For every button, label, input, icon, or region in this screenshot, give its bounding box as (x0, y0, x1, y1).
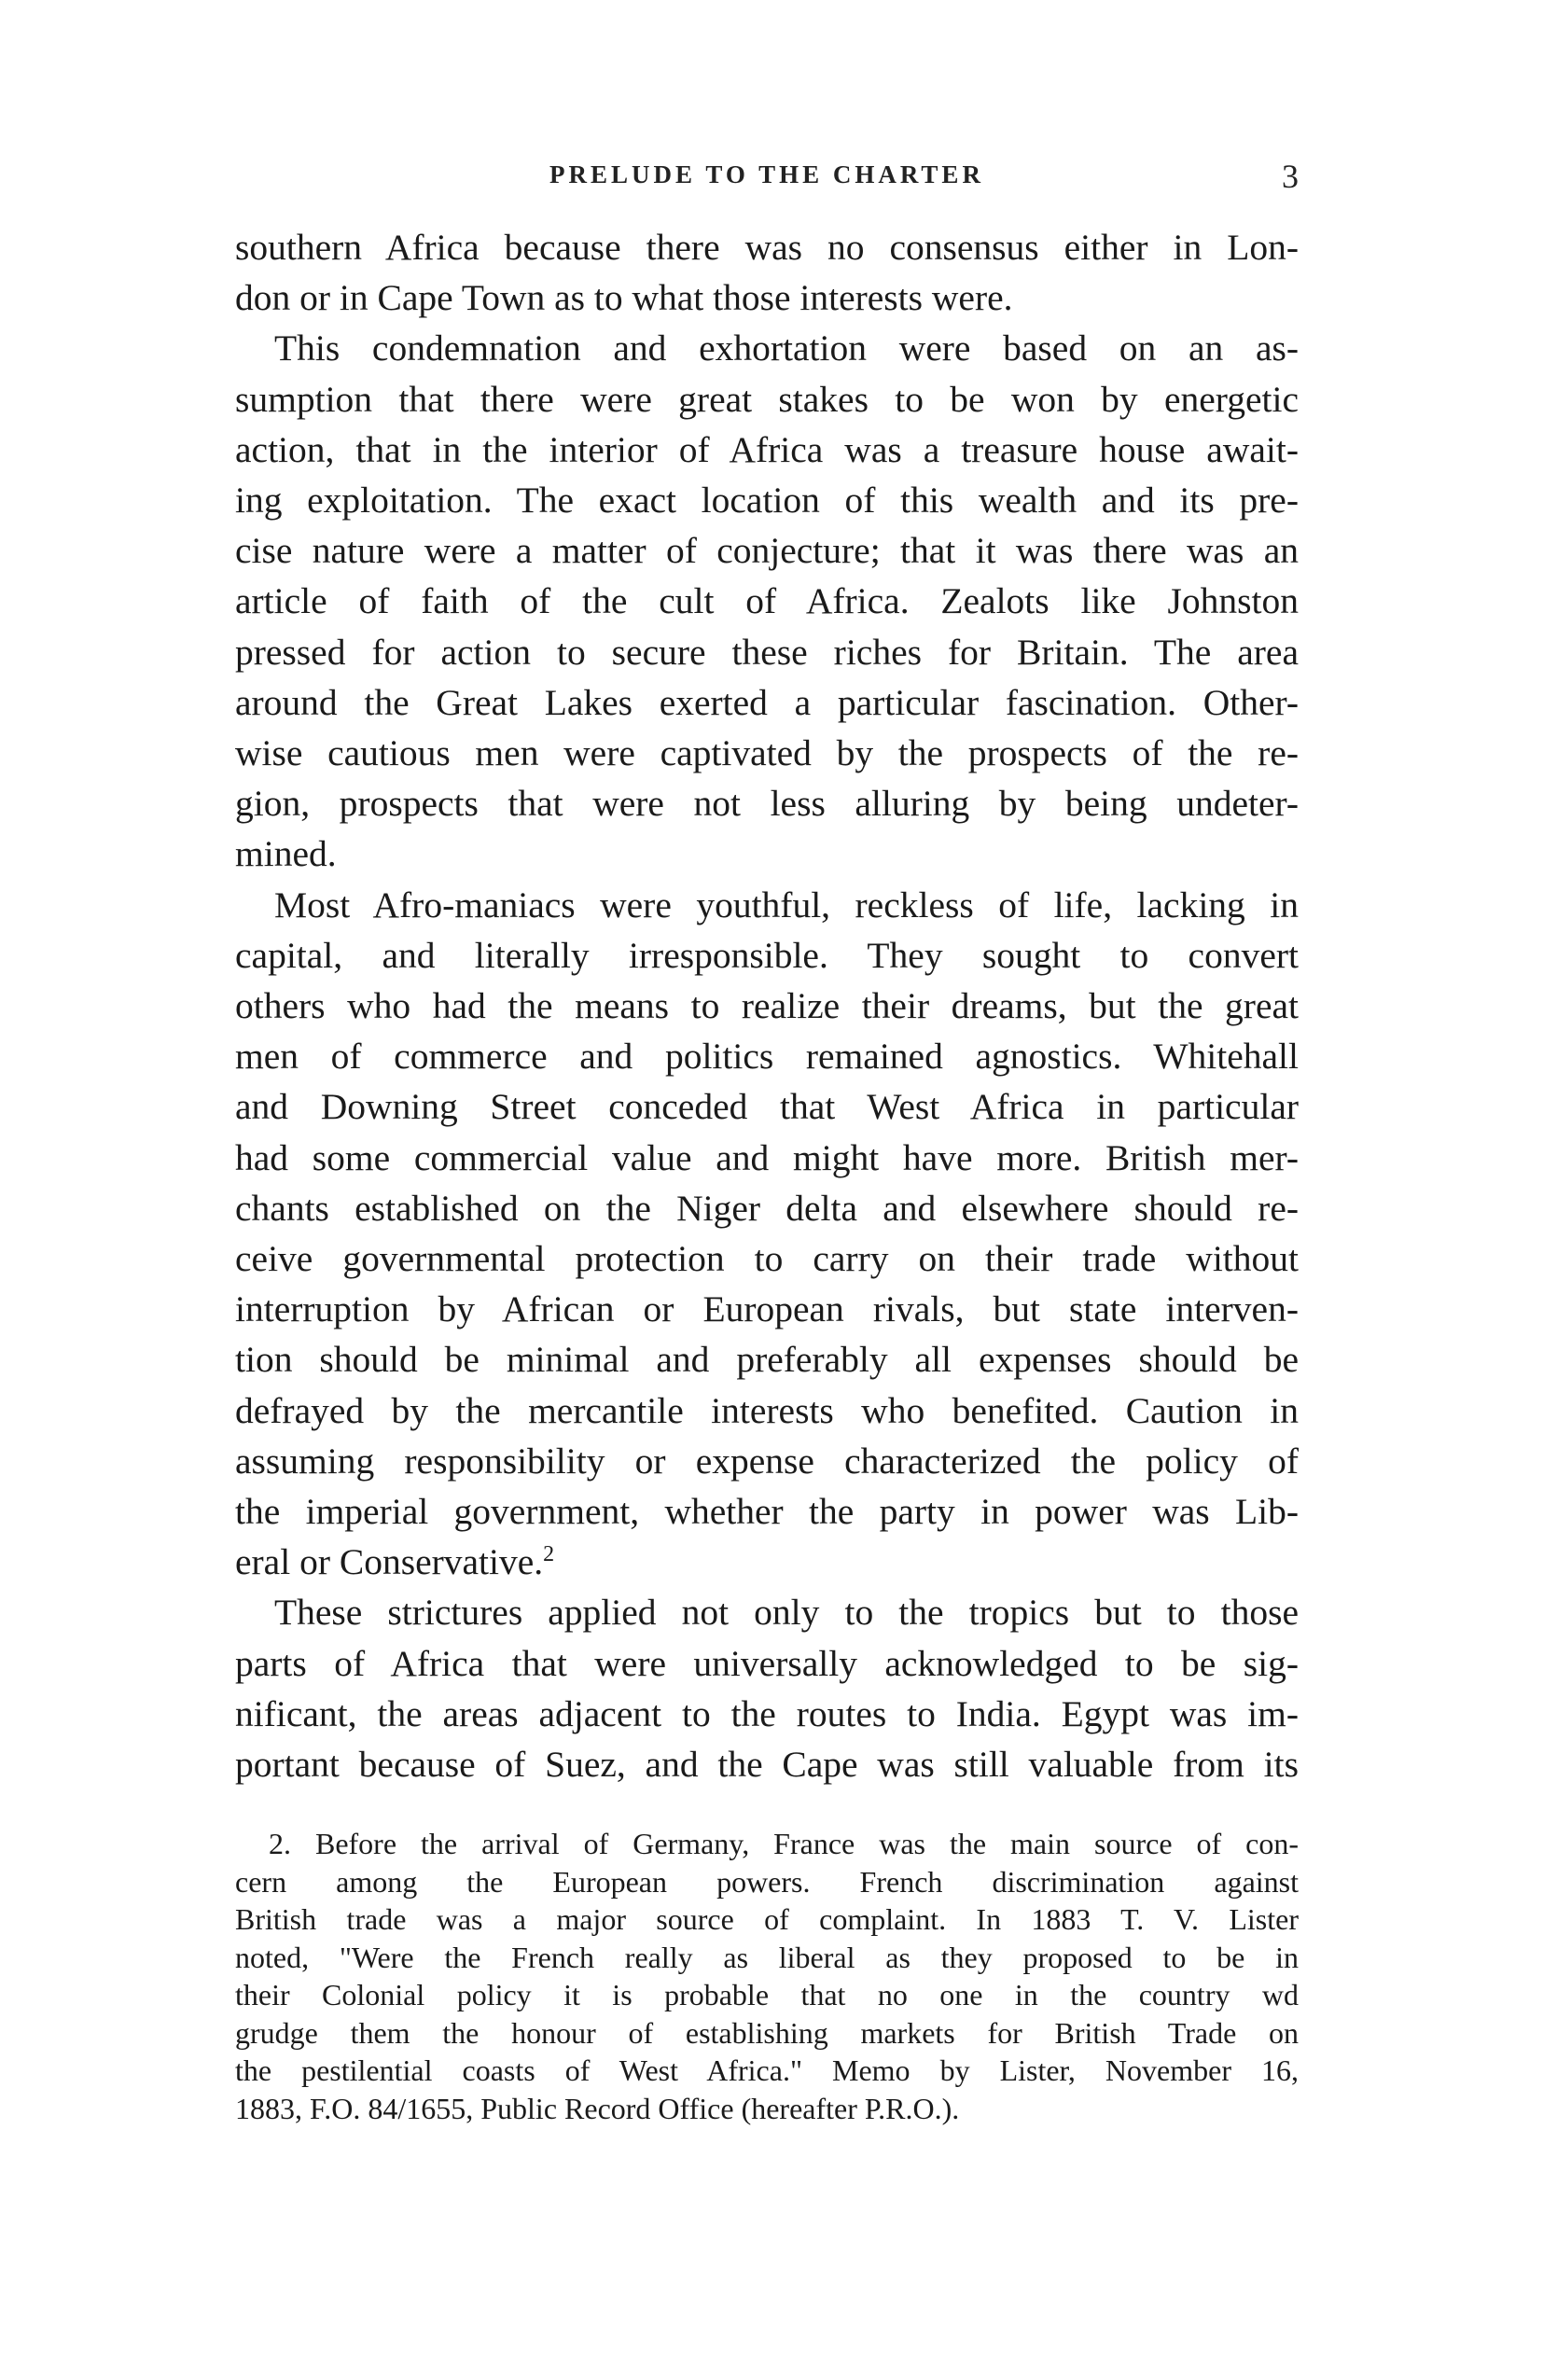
footnote-line: 1883, F.O. 84/1655, Public Record Office (hereafter P.R.O.). (235, 2091, 960, 2125)
footnote-2 (235, 1825, 1299, 2127)
running-head (235, 160, 1299, 198)
footnotes (235, 1825, 1299, 2127)
footnote-reference[interactable]: 2 (543, 1542, 555, 1567)
text-line: pressed for action to secure these riches for Britain. The area (235, 631, 1299, 673)
text-line: cise nature were a matter of conjecture; that it was there was an (235, 530, 1299, 572)
page-number: 3 (1282, 158, 1299, 195)
footnote-line: their Colonial policy it is probable that no one in the country wd (235, 1978, 1299, 2011)
footnote-line: British trade was a major source of complaint. In 1883 T. V. Lister (235, 1902, 1299, 1936)
text-line: chants established on the Niger delta and elsewhere should re- (235, 1187, 1299, 1229)
text-line: defrayed by the mercantile interests who benefited. Caution in (235, 1389, 1299, 1431)
text-line: around the Great Lakes exerted a particular fascination. Other- (235, 681, 1299, 723)
footnote-line: the pestilential coasts of West Africa." Memo by Lister, November 16, (235, 2053, 1299, 2087)
text-line: article of faith of the cult of Africa. Zealots like Johnston (235, 580, 1299, 622)
text-line: interruption by African or European rivals, but state interven- (235, 1288, 1299, 1330)
text-line: sumption that there were great stakes to be won by energetic (235, 378, 1299, 420)
running-title: PRELUDE TO THE CHARTER (549, 160, 984, 188)
text-line: tion should be minimal and preferably all expenses should be (235, 1339, 1299, 1381)
text-line-with-note (235, 1537, 1299, 1587)
text-line: gion, prospects that were not less alluring by being undeter- (235, 783, 1299, 825)
footnote-line: noted, "Were the French really as liberal as they proposed to be in (235, 1940, 1299, 1974)
text-line: the imperial government, whether the party in power was Lib- (235, 1491, 1299, 1533)
text-line: assuming responsibility or expense characterized the policy of (235, 1440, 1299, 1482)
text-line: don or in Cape Town as to what those interests were. (235, 277, 1013, 319)
paragraph-3 (235, 880, 1299, 1588)
text-line: portant because of Suez, and the Cape was still valuable from its (235, 1744, 1299, 1786)
text-line: ceive governmental protection to carry on their trade without (235, 1238, 1299, 1280)
text-line: men of commerce and politics remained agnostics. Whitehall (235, 1036, 1299, 1078)
text-line: These strictures applied not only to the tropics but to those (274, 1592, 1299, 1634)
text-line: ing exploitation. The exact location of this wealth and its pre- (235, 480, 1299, 522)
body-text (235, 222, 1299, 1789)
paragraph-1 (235, 222, 1299, 323)
text-line: wise cautious men were captivated by the prospects of the re- (235, 732, 1299, 774)
footnote-line: grudge them the honour of establishing markets for British Trade on (235, 2015, 1299, 2050)
text-line: southern Africa because there was no consensus either in Lon- (235, 227, 1299, 268)
text-line: nificant, the areas adjacent to the routes to India. Egypt was im- (235, 1692, 1299, 1734)
text-line: mined. (235, 833, 337, 875)
text-line: action, that in the interior of Africa was a treasure house await- (235, 428, 1299, 470)
text-line: had some commercial value and might have more. British mer- (235, 1136, 1299, 1178)
text-line: capital, and literally irresponsible. They sought to convert (235, 934, 1299, 976)
text-line: This condemnation and exhortation were based on an as- (274, 327, 1299, 369)
footnote-line: cern among the European powers. French discrimination against (235, 1864, 1299, 1899)
paragraph-2 (235, 323, 1299, 879)
text-line: and Downing Street conceded that West Africa in particular (235, 1086, 1299, 1128)
text-line: Most Afro-maniacs were youthful, reckless of life, lacking in (274, 884, 1299, 926)
text-line: others who had the means to realize their dreams, but the great (235, 985, 1299, 1027)
paragraph-4 (235, 1587, 1299, 1789)
text-line: eral or Conservative. (235, 1541, 544, 1583)
text-line: parts of Africa that were universally acknowledged to be sig- (235, 1642, 1299, 1684)
footnote-line: 2. Before the arrival of Germany, France was the main source of con- (269, 1827, 1299, 1860)
